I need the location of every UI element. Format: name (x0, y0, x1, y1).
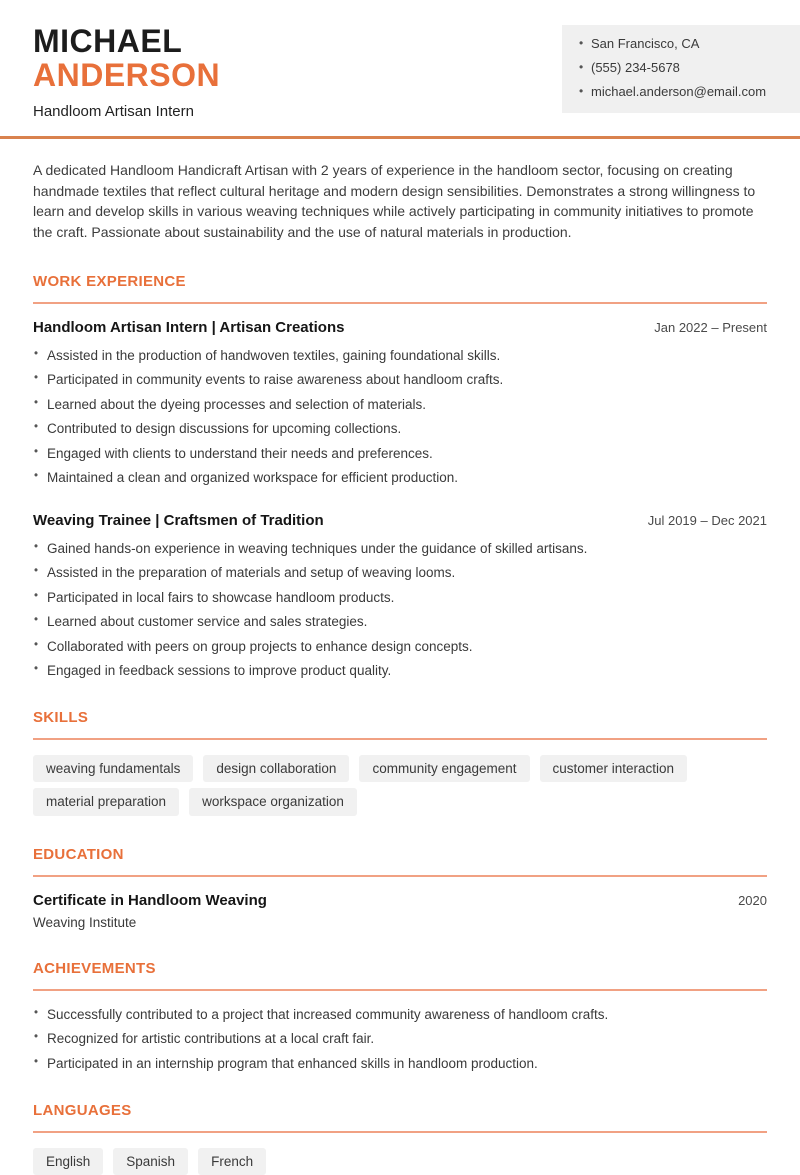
contact-email: • michael.anderson@email.com (579, 85, 790, 100)
skills-tag-list (33, 755, 767, 816)
contact-location: • San Francisco, CA (579, 37, 790, 52)
skills-heading: SKILLS (33, 708, 89, 726)
job-entry (33, 319, 767, 486)
skill-tag: material preparation (33, 788, 179, 816)
skill-tag: design collaboration (203, 755, 349, 783)
job-dates: Jul 2019 – Dec 2021 (647, 512, 767, 528)
candidate-last-name: ANDERSON (33, 56, 221, 93)
skill-tag: customer interaction (540, 755, 688, 783)
education-school: Weaving Institute (33, 914, 137, 930)
job-entry (33, 512, 767, 679)
job-bullet: • Gained hands-on experience in weaving techniques under the guidance of skilled artisans. (33, 541, 767, 557)
header-divider (0, 136, 800, 139)
header (0, 0, 800, 136)
skill-tag: weaving fundamentals (33, 755, 193, 783)
job-bullet: • Learned about the dyeing processes and selection of materials. (33, 397, 767, 413)
achievements-bullet-list (33, 1007, 767, 1072)
job-bullet: • Assisted in the production of handwoven textiles, gaining foundational skills. (33, 348, 767, 364)
section-divider (33, 1131, 767, 1133)
job-bullet: • Collaborated with peers on group projects to enhance design concepts. (33, 639, 767, 655)
language-tag: French (198, 1148, 266, 1175)
job-bullet: • Assisted in the preparation of materials and setup of weaving looms. (33, 565, 767, 581)
education-heading: EDUCATION (33, 845, 124, 863)
achievement-bullet: • Participated in an internship program that enhanced skills in handloom production. (33, 1056, 767, 1072)
job-bullet-list (33, 348, 767, 486)
job-bullet: • Engaged with clients to understand their needs and preferences. (33, 446, 767, 462)
section-divider (33, 302, 767, 304)
job-title: Weaving Trainee | Craftsmen of Tradition (33, 511, 324, 529)
achievement-bullet: • Successfully contributed to a project that increased community awareness of handloom crafts. (33, 1007, 767, 1023)
education-degree: Certificate in Handloom Weaving (33, 891, 267, 909)
skill-tag: community engagement (359, 755, 529, 783)
summary-paragraph: A dedicated Handloom Handicraft Artisan with 2 years of experience in the handloom sector, focusing on creating handmade textiles that reflect cultural heritage and modern design sensibilities. Demonstrates a strong willingness to learn and develop skills in various weaving techniques while actively participating in community initiatives to promote the craft. Passionate about sustainability and the use of natural materials in production. (33, 162, 756, 241)
job-header (33, 319, 767, 336)
section-education (33, 846, 767, 930)
section-divider (33, 875, 767, 877)
language-tag: English (33, 1148, 103, 1175)
contact-list (579, 37, 790, 100)
job-bullet-list (33, 541, 767, 679)
achievement-bullet: • Recognized for artistic contributions at a local craft fair. (33, 1031, 767, 1047)
section-divider (33, 738, 767, 740)
section-achievements (33, 960, 767, 1072)
languages-heading: LANGUAGES (33, 1101, 132, 1119)
skill-tag: workspace organization (189, 788, 357, 816)
candidate-role: Handloom Artisan Intern (33, 103, 194, 121)
job-bullet: • Maintained a clean and organized workspace for efficient production. (33, 470, 767, 486)
main-content (0, 136, 800, 1175)
contact-box (562, 25, 800, 113)
achievements-heading: ACHIEVEMENTS (33, 959, 156, 977)
job-bullet: • Participated in community events to raise awareness about handloom crafts. (33, 372, 767, 388)
language-tag: Spanish (113, 1148, 188, 1175)
section-divider (33, 989, 767, 991)
candidate-first-name: MICHAEL (33, 23, 183, 59)
job-bullet: • Participated in local fairs to showcase handloom products. (33, 590, 767, 606)
job-bullet: • Engaged in feedback sessions to improve product quality. (33, 663, 767, 679)
languages-tag-list (33, 1148, 767, 1175)
education-entry (33, 892, 767, 909)
job-title: Handloom Artisan Intern | Artisan Creations (33, 318, 345, 336)
contact-phone: • (555) 234-5678 (579, 61, 790, 76)
section-skills (33, 709, 767, 816)
job-bullet: • Learned about customer service and sales strategies. (33, 614, 767, 630)
section-languages (33, 1102, 767, 1175)
job-header (33, 512, 767, 529)
section-work-experience (33, 273, 767, 679)
job-dates: Jan 2022 – Present (654, 319, 767, 335)
work-experience-heading: WORK EXPERIENCE (33, 272, 186, 290)
education-year: 2020 (738, 892, 767, 908)
job-bullet: • Contributed to design discussions for upcoming collections. (33, 421, 767, 437)
